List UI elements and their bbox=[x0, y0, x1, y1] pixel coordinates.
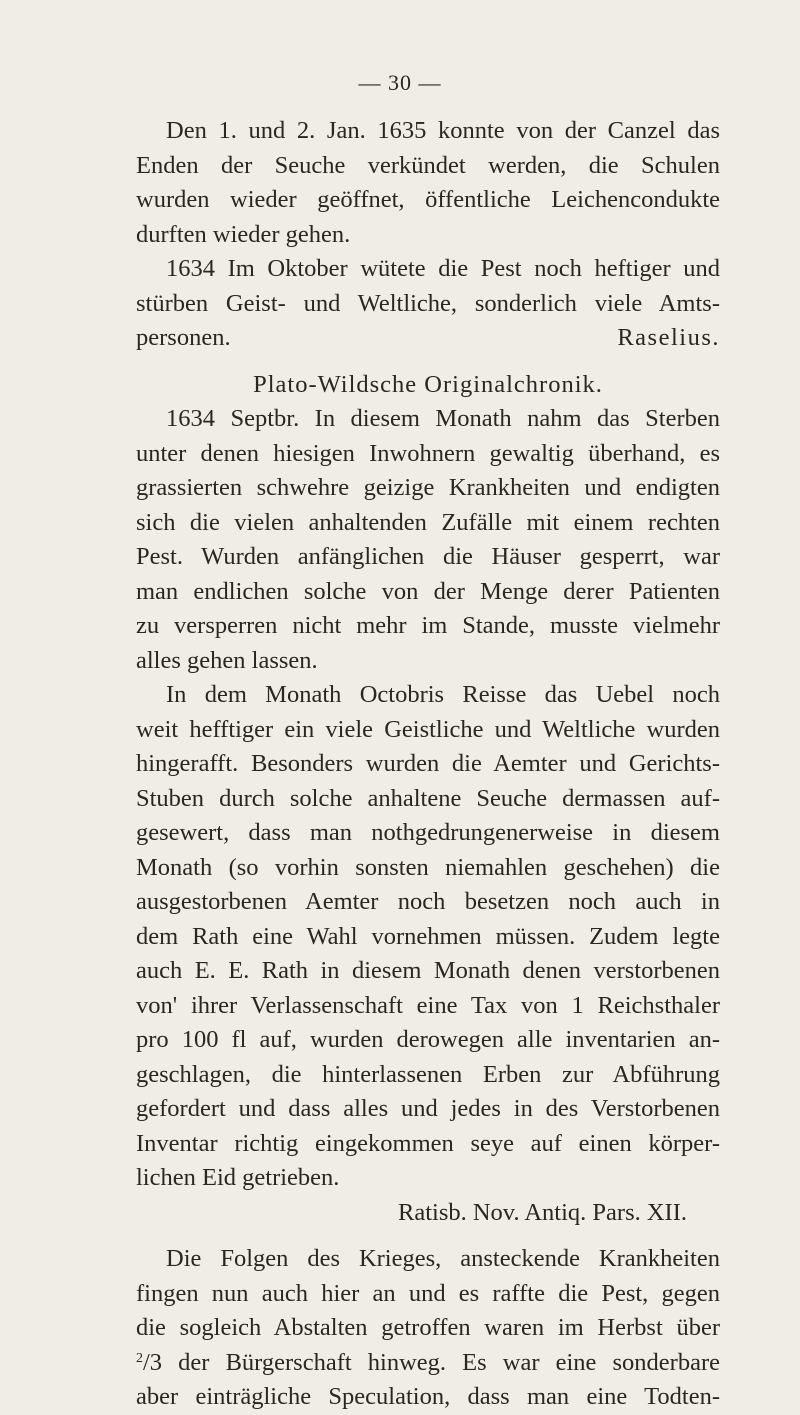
text-line: zu versperren nicht mehr im Stande, musste vielmehr bbox=[136, 612, 720, 639]
body-text bbox=[136, 114, 720, 1415]
text-line: gefordert und dass alles und jedes in des Verstorbenen bbox=[136, 1095, 720, 1122]
text-line: sich die vielen anhaltenden Zufälle mit einem rechten bbox=[136, 508, 720, 536]
text-line bbox=[136, 321, 720, 356]
text-line: Pest. Wurden anfänglichen die Häuser gesperrt, war bbox=[136, 543, 720, 570]
text-line: dem Rath eine Wahl vornehmen müssen. Zudem legte bbox=[136, 922, 720, 950]
paragraph-5 bbox=[136, 1242, 720, 1415]
text-line: weit hefftiger ein viele Geistliche und Weltliche wurden bbox=[136, 715, 720, 743]
text-line: grassierten schwehre geizige Krankheiten und endigten bbox=[136, 474, 720, 501]
text-line: 1634 Im Oktober wütete die Pest noch heftiger und bbox=[166, 255, 720, 282]
text-line: Monath (so vorhin sonsten niemahlen geschehen) die bbox=[136, 853, 720, 881]
paragraph-4 bbox=[136, 678, 720, 1196]
text-line: alles gehen lassen. bbox=[136, 646, 318, 674]
text-line: Die Folgen des Krieges, ansteckende Krankheiten bbox=[166, 1245, 720, 1272]
text-line: Inventar richtig eingekommen seye auf einen körper- bbox=[136, 1129, 720, 1157]
text-line: lichen Eid getrieben. bbox=[136, 1164, 340, 1191]
fraction-denominator: /3 bbox=[143, 1348, 163, 1376]
text-fragment: der Bürgerschaft hinweg. Es war eine sonderbare bbox=[162, 1348, 720, 1376]
text-line: aber einträgliche Speculation, dass man eine Todten- bbox=[136, 1383, 720, 1410]
text-line: geschlagen, die hinterlassenen Erben zur Abführung bbox=[136, 1060, 720, 1088]
text-line: ausgestorbenen Aemter noch besetzen noch auch in bbox=[136, 888, 720, 915]
text-line: gesewert, dass man nothgedrungenerweise in diesem bbox=[136, 819, 720, 846]
text-line: fingen nun auch hier an und es raffte die Pest, gegen bbox=[136, 1279, 720, 1307]
text-line: Den 1. und 2. Jan. 1635 konnte von der Canzel das bbox=[166, 117, 720, 144]
paragraph-2 bbox=[136, 252, 720, 356]
text-line: 1634 Septbr. In diesem Monath nahm das Sterben bbox=[166, 405, 720, 432]
text-line: die sogleich Abstalten getroffen waren im Herbst über bbox=[136, 1314, 720, 1341]
fraction-numerator: 2 bbox=[136, 1350, 143, 1366]
section-heading: Plato-Wildsche Originalchronik. bbox=[253, 370, 603, 398]
text-line: hingerafft. Besonders wurden die Aemter und Gerichts- bbox=[136, 750, 720, 777]
text-line: Enden der Seuche verkündet werden, die Schulen bbox=[136, 151, 720, 179]
text-line: auch E. E. Rath in diesem Monath denen verstorbenen bbox=[136, 957, 720, 984]
paragraph-1 bbox=[136, 114, 720, 252]
text-line: unter denen hiesigen Inwohnern gewaltig überhand, es bbox=[136, 439, 720, 467]
text-line: stürben Geist- und Weltliche, sonderlich viele Amts- bbox=[136, 289, 720, 317]
text-line: durften wieder gehen. bbox=[136, 220, 351, 248]
text-line: man endlichen solche von der Menge derer Patienten bbox=[136, 577, 720, 605]
page-number: — 30 — bbox=[358, 70, 442, 95]
source-citation: Ratisb. Nov. Antiq. Pars. XII. bbox=[398, 1198, 687, 1226]
text-line: pro 100 fl auf, wurden derowegen alle inventarien an- bbox=[136, 1026, 720, 1053]
source-signature: Raselius. bbox=[617, 324, 720, 351]
text-line bbox=[136, 1346, 720, 1381]
text-line: In dem Monath Octobris Reisse das Uebel noch bbox=[166, 681, 720, 708]
text-line: wurden wieder geöffnet, öffentliche Leichencondukte bbox=[136, 186, 720, 213]
text-line: Stuben durch solche anhaltene Seuche dermassen auf- bbox=[136, 784, 720, 812]
paragraph-3 bbox=[136, 402, 720, 678]
text-fragment: personen. bbox=[136, 324, 231, 351]
text-line: von' ihrer Verlassenschaft eine Tax von 1 Reichsthaler bbox=[136, 991, 720, 1019]
